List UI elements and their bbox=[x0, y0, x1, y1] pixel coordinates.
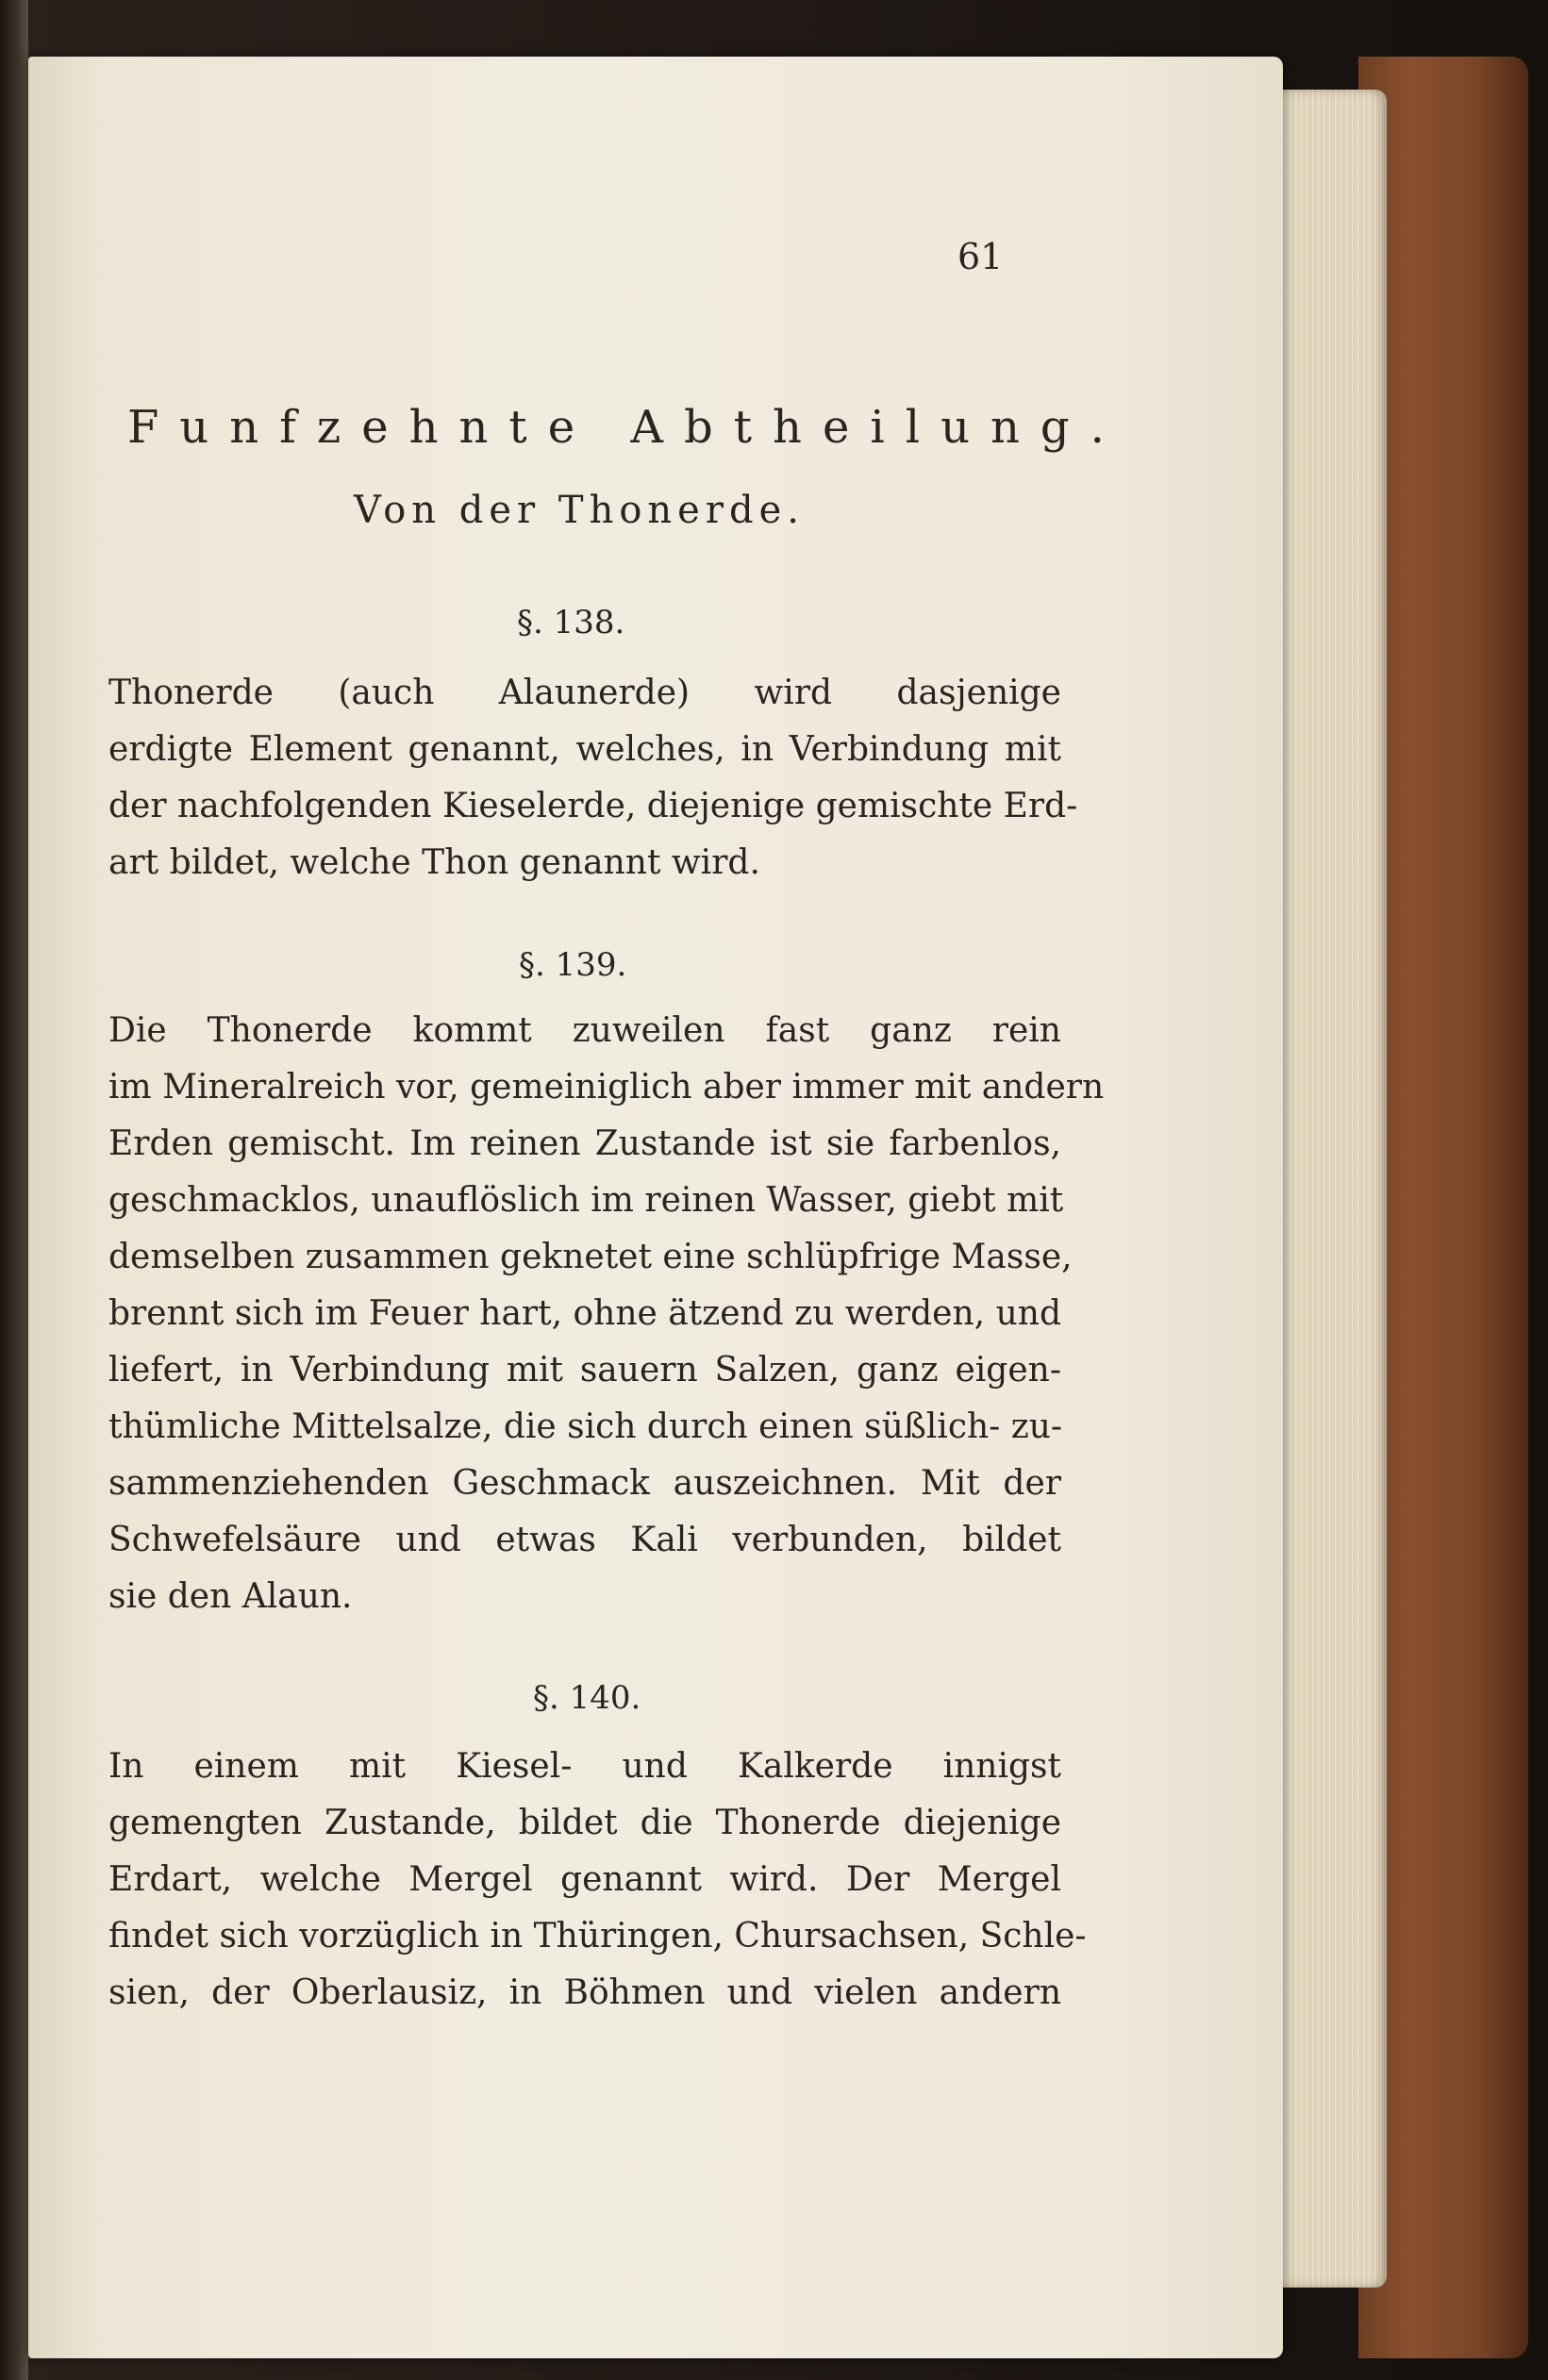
section-mark-138: §. 138. bbox=[517, 604, 625, 641]
paragraph-line: Erdart, welche Mergel genannt wird. Der Mergel bbox=[108, 1860, 1061, 1899]
paragraph-line: der nachfolgenden Kieselerde, diejenige gemischte Erd- bbox=[108, 787, 1078, 825]
paragraph-line: sie den Alaun. bbox=[108, 1577, 353, 1616]
section-mark-140: §. 140. bbox=[533, 1679, 641, 1717]
paragraph-line: erdigte Element genannt, welches, in Verbindung mit bbox=[108, 730, 1061, 769]
chapter-heading: Funfzehnte Abtheilung. bbox=[127, 401, 1125, 454]
paragraph-line: liefert, in Verbindung mit sauern Salzen, ganz eigen- bbox=[108, 1351, 1061, 1390]
paragraph-139 bbox=[108, 1003, 1105, 1625]
paragraph-line: Thonerde (auch Alaunerde) wird dasjenige bbox=[108, 674, 1061, 712]
paragraph-line: thümliche Mittelsalze, die sich durch einen süßlich- zu- bbox=[108, 1407, 1063, 1446]
paragraph-line: im Mineralreich vor, gemeiniglich aber immer mit andern bbox=[108, 1068, 1105, 1107]
left-page-edge bbox=[0, 0, 28, 2380]
paragraph-line: brennt sich im Feuer hart, ohne ätzend zu werden, und bbox=[108, 1294, 1061, 1333]
paragraph-140 bbox=[108, 1739, 1087, 2022]
paragraph-line: In einem mit Kiesel- und Kalkerde innigst bbox=[108, 1747, 1061, 1786]
paragraph-138 bbox=[108, 665, 1078, 891]
paragraph-line: Die Thonerde kommt zuweilen fast ganz rein bbox=[108, 1011, 1061, 1050]
paragraph-line: sien, der Oberlausiz, in Böhmen und vielen andern bbox=[108, 1973, 1061, 2012]
chapter-subheading: Von der Thonerde. bbox=[354, 489, 805, 532]
paragraph-line: Erden gemischt. Im reinen Zustande ist sie farbenlos, bbox=[108, 1124, 1061, 1163]
paragraph-line: findet sich vorzüglich in Thüringen, Chursachsen, Schle- bbox=[108, 1917, 1087, 1956]
paragraph-line: demselben zusammen geknetet eine schlüpfrige Masse, bbox=[108, 1238, 1073, 1276]
paragraph-line: art bildet, welche Thon genannt wird. bbox=[108, 843, 760, 882]
section-mark-139: §. 139. bbox=[519, 946, 627, 984]
paragraph-line: Schwefelsäure und etwas Kali verbunden, bildet bbox=[108, 1521, 1061, 1559]
paragraph-line: sammenziehenden Geschmack auszeichnen. Mit der bbox=[108, 1464, 1061, 1503]
page-number: 61 bbox=[957, 236, 1004, 277]
paragraph-line: gemengten Zustande, bildet die Thonerde diejenige bbox=[108, 1804, 1061, 1842]
paragraph-line: geschmacklos, unauflöslich im reinen Wasser, giebt mit bbox=[108, 1181, 1064, 1220]
